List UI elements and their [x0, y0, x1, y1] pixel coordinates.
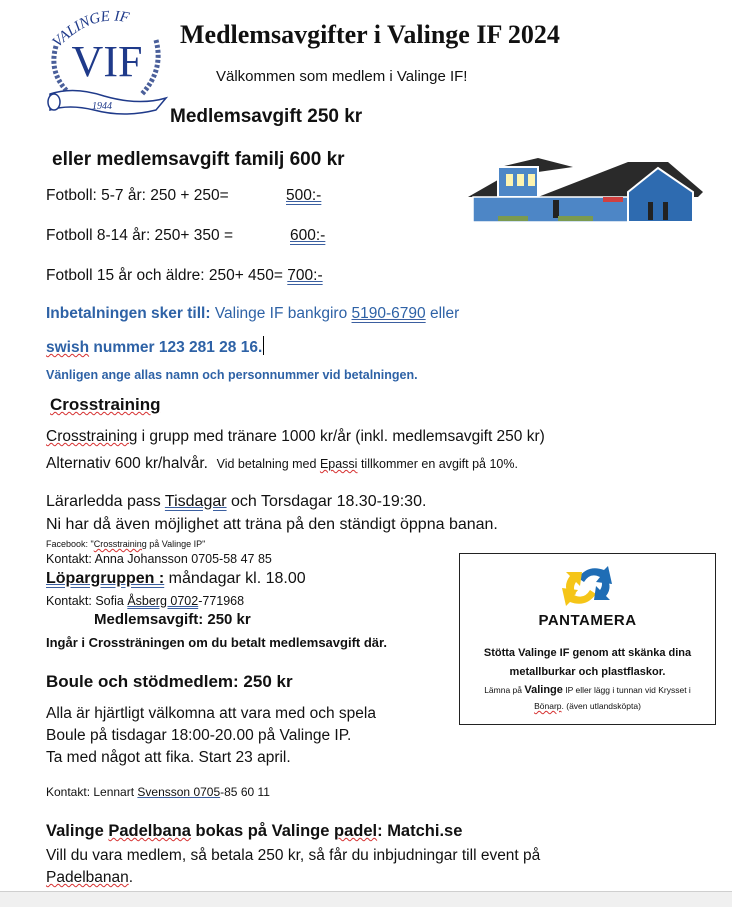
crosstraining-heading: Crosstraining [50, 395, 161, 414]
logo-monogram: VIF [71, 37, 143, 86]
crosstraining-open-track: Ni har då även möjlighet att träna på den ständigt öppna banan. [46, 516, 498, 533]
valinge-if-logo [44, 6, 170, 118]
swish-number: nummer 123 281 28 16. [93, 339, 263, 356]
boule-contact: Kontakt: Lennart Svensson 0705-85 60 11 [46, 785, 270, 799]
pantamera-line: Stötta Valinge IF genom att skänka dina [483, 647, 692, 659]
football-fee-total: 600:- [290, 227, 326, 244]
padel-text-line: Vill du vara medlem, så betala 250 kr, så får du inbjudningar till event på [46, 847, 541, 864]
crosstraining-sessions: Lärarledda pass Tisdagar och Torsdagar 18.30-19:30. [46, 493, 427, 510]
football-fee-label: Fotboll: 5-7 år: 250 + 250= [46, 187, 229, 204]
padel-heading: Valinge Padelbana bokas på Valinge padel: Matchi.se [46, 822, 463, 840]
logo-year: 1944 [92, 101, 112, 112]
running-group-fee: Medlemsavgift: 250 kr [94, 611, 251, 628]
pantamera-location: Bönarp. (även utlandsköpta) [534, 701, 641, 711]
football-fee-row [46, 227, 233, 245]
logo-top-text: VALINGE IF [49, 8, 131, 51]
pantamera-drop-off: Lämna på Valinge IP eller lägg i tunnan vid Krysset i [484, 684, 691, 696]
football-fee-row [46, 187, 229, 205]
payment-or: eller [429, 305, 460, 322]
welcome-text: Välkommen som medlem i Valinge IF! [216, 68, 468, 85]
payment-note: Vänligen ange allas namn och personnummer vid betalningen. [46, 368, 418, 382]
swish-word: swish [46, 339, 90, 356]
payment-line [46, 305, 459, 323]
boule-text-line: Alla är hjärtligt välkomna att vara med och spela [46, 705, 376, 722]
clubhouse-illustration [458, 152, 708, 230]
running-group-note: Ingår i Crossträningen om du betalt medlemsavgift där. [46, 635, 387, 650]
window-bottom-bar [0, 891, 732, 907]
payment-text: Valinge IF bankgiro [214, 305, 348, 322]
swish-line[interactable] [46, 336, 264, 357]
pantamera-brand: PANTAMERA [538, 612, 637, 629]
football-fee-label: Fotboll 15 år och äldre: 250+ 450= [46, 267, 283, 284]
running-group-line [46, 570, 306, 588]
membership-fee-heading: Medlemsavgift 250 kr [170, 106, 363, 127]
crosstraining-facebook: Facebook: "Crosstraining på Valinge IP" [46, 539, 206, 549]
crosstraining-alt-line: Alternativ 600 kr/halvår. Vid betalning med Epassi tillkommer en avgift på 10%. [46, 455, 518, 472]
pantamera-line: metallburkar och plastflaskor. [509, 666, 666, 678]
boule-heading: Boule och stödmedlem: 250 kr [46, 672, 293, 691]
epassi-word: Epassi [319, 457, 358, 471]
page-title: Medlemsavgifter i Valinge IF 2024 [180, 20, 560, 49]
boule-text-line: Boule på tisdagar 18:00-20.00 på Valinge IP. [46, 727, 352, 744]
padel-text-line: Padelbanan. [46, 869, 134, 886]
crosstraining-contact: Kontakt: Anna Johansson 0705-58 47 85 [46, 552, 272, 566]
crosstraining-price-line: Crosstraining i grupp med tränare 1000 kr/år (inkl. medlemsavgift 250 kr) [46, 428, 545, 445]
football-fee-total: 500:- [286, 187, 322, 204]
running-group-heading: Löpargruppen : [46, 570, 165, 587]
family-fee-heading: eller medlemsavgift familj 600 kr [52, 149, 345, 170]
bankgiro-number: 5190-6790 [351, 305, 426, 322]
running-group-schedule: måndagar kl. 18.00 [168, 570, 306, 587]
football-fee-label: Fotboll 8-14 år: 250+ 350 = [46, 227, 233, 244]
payment-label: Inbetalningen sker till: [46, 305, 211, 322]
football-fee-row [46, 267, 323, 285]
pantamera-box [459, 553, 716, 725]
running-group-contact: Kontakt: Sofia Åsberg 0702-771968 [46, 594, 245, 608]
recycle-icon [460, 560, 715, 617]
football-fee-total: 700:- [287, 267, 323, 284]
boule-text-line: Ta med något att fika. Start 23 april. [46, 749, 291, 766]
text-cursor [263, 336, 264, 355]
